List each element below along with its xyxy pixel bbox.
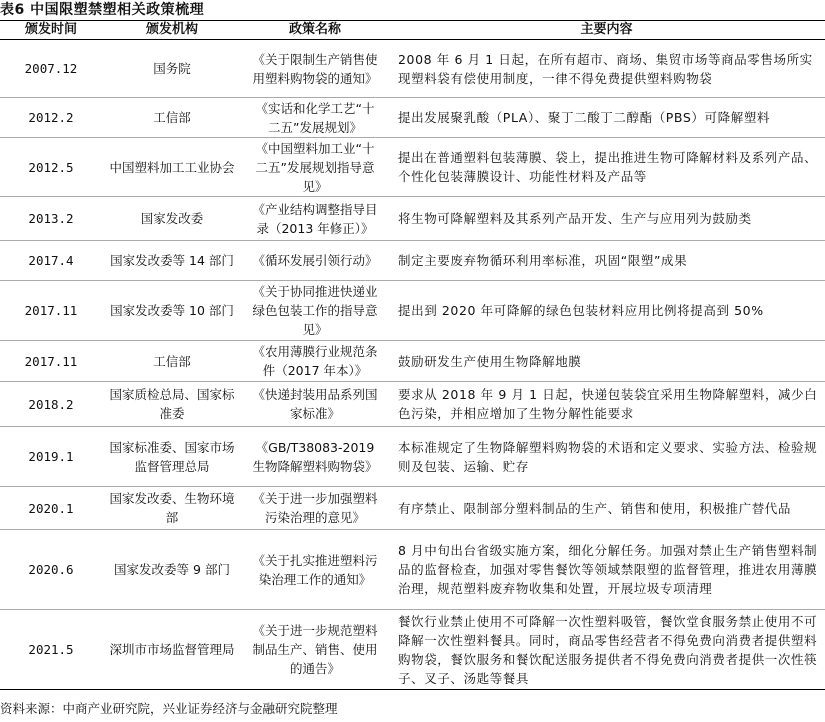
- cell-org: 工信部: [102, 341, 242, 382]
- header-policy-name: 政策名称: [242, 21, 388, 40]
- cell-content: 本标准规定了生物降解塑料购物袋的术语和定义要求、实验方法、检验规则及包装、运输、贮存: [388, 427, 825, 487]
- cell-content: 有序禁止、限制部分塑料制品的生产、销售和使用，积极推广替代品: [388, 487, 825, 530]
- cell-content: 提出到 2020 年可降解的绿色包装材料应用比例将提高到 50%: [388, 281, 825, 341]
- table-row: [0, 40, 825, 98]
- cell-policy-name: 《关于扎实推进塑料污染治理工作的通知》: [242, 530, 388, 610]
- table-row: [0, 382, 825, 427]
- cell-org: 国家质检总局、国家标准委: [102, 382, 242, 427]
- cell-date: 2012.2: [0, 98, 102, 138]
- table-row: [0, 138, 825, 197]
- cell-date: 2012.5: [0, 138, 102, 197]
- table-row: [0, 427, 825, 487]
- cell-org: 工信部: [102, 98, 242, 138]
- cell-org: 国家发改委等 9 部门: [102, 530, 242, 610]
- policy-table: [0, 20, 825, 690]
- table-row: [0, 341, 825, 382]
- cell-org: 国家发改委: [102, 197, 242, 241]
- cell-date: 2017.4: [0, 241, 102, 281]
- header-date: 颁发时间: [0, 21, 102, 40]
- header-content: 主要内容: [388, 21, 825, 40]
- table-row: [0, 197, 825, 241]
- cell-org: 深圳市市场监督管理局: [102, 610, 242, 690]
- cell-content: 提出发展聚乳酸（PLA）、聚丁二酸丁二醇酯（PBS）可降解塑料: [388, 98, 825, 138]
- cell-date: 2018.2: [0, 382, 102, 427]
- cell-date: 2007.12: [0, 40, 102, 98]
- table-row: [0, 241, 825, 281]
- cell-policy-name: 《循环发展引领行动》: [242, 241, 388, 281]
- cell-org: 国务院: [102, 40, 242, 98]
- table-row: [0, 610, 825, 690]
- cell-date: 2013.2: [0, 197, 102, 241]
- cell-org: 国家标准委、国家市场监督管理总局: [102, 427, 242, 487]
- cell-policy-name: 《快递封装用品系列国家标准》: [242, 382, 388, 427]
- cell-content: 鼓励研发生产使用生物降解地膜: [388, 341, 825, 382]
- cell-org: 国家发改委等 14 部门: [102, 241, 242, 281]
- cell-policy-name: 《GB/T38083-2019 生物降解塑料购物袋》: [242, 427, 388, 487]
- cell-content: 提出在普通塑料包装薄膜、袋上，提出推进生物可降解材料及系列产品、个性化包装薄膜设计、功能性材料及产品等: [388, 138, 825, 197]
- cell-date: 2020.6: [0, 530, 102, 610]
- cell-date: 2017.11: [0, 281, 102, 341]
- cell-date: 2021.5: [0, 610, 102, 690]
- cell-policy-name: 《实话和化学工艺“十二五”发展规划》: [242, 98, 388, 138]
- cell-policy-name: 《产业结构调整指导目录（2013 年修正）》: [242, 197, 388, 241]
- table-row: [0, 98, 825, 138]
- cell-content: 8 月中旬出台省级实施方案，细化分解任务。加强对禁止生产销售塑料制品的监督检查，加强对零售餐饮等领域禁限塑的监督管理，推进农用薄膜治理，规范塑料废弃物收集和处置，开展垃圾专项清理: [388, 530, 825, 610]
- cell-content: 餐饮行业禁止使用不可降解一次性塑料吸管，餐饮堂食服务禁止使用不可降解一次性塑料餐具。同时，商品零售经营者不得免费向消费者提供塑料购物袋，餐饮服务和餐饮配送服务提供者不得免费向消费者提供一次性筷子、叉子、汤匙等餐具: [388, 610, 825, 690]
- cell-date: 2020.1: [0, 487, 102, 530]
- cell-org: 国家发改委、生物环境部: [102, 487, 242, 530]
- table-title: 表6 中国限塑禁塑相关政策梳理: [0, 2, 205, 18]
- header-org: 颁发机构: [102, 21, 242, 40]
- cell-policy-name: 《关于协同推进快递业绿色包装工作的指导意见》: [242, 281, 388, 341]
- cell-policy-name: 《中国塑料加工业“十二五”发展规划指导意见》: [242, 138, 388, 197]
- table-row: [0, 487, 825, 530]
- cell-content: 制定主要废弃物循环利用率标准，巩固“限塑”成果: [388, 241, 825, 281]
- cell-date: 2017.11: [0, 341, 102, 382]
- table-row: [0, 530, 825, 610]
- cell-date: 2019.1: [0, 427, 102, 487]
- cell-org: 国家发改委等 10 部门: [102, 281, 242, 341]
- cell-content: 要求从 2018 年 9 月 1 日起，快递包装袋宜采用生物降解塑料，减少白色污染，并相应增加了生物分解性能要求: [388, 382, 825, 427]
- cell-org: 中国塑料加工工业协会: [102, 138, 242, 197]
- cell-policy-name: 《关于进一步规范塑料制品生产、销售、使用的通告》: [242, 610, 388, 690]
- table-header-row: [0, 21, 825, 40]
- table-row: [0, 281, 825, 341]
- cell-content: 2008 年 6 月 1 日起，在所有超市、商场、集贸市场等商品零售场所实现塑料袋有偿使用制度，一律不得免费提供塑料购物袋: [388, 40, 825, 98]
- cell-policy-name: 《农用薄膜行业规范条件（2017 年本）》: [242, 341, 388, 382]
- source-note: 资料来源：中商产业研究院，兴业证券经济与金融研究院整理: [0, 701, 338, 716]
- cell-policy-name: 《关于限制生产销售使用塑料购物袋的通知》: [242, 40, 388, 98]
- cell-policy-name: 《关于进一步加强塑料污染治理的意见》: [242, 487, 388, 530]
- cell-content: 将生物可降解塑料及其系列产品开发、生产与应用列为鼓励类: [388, 197, 825, 241]
